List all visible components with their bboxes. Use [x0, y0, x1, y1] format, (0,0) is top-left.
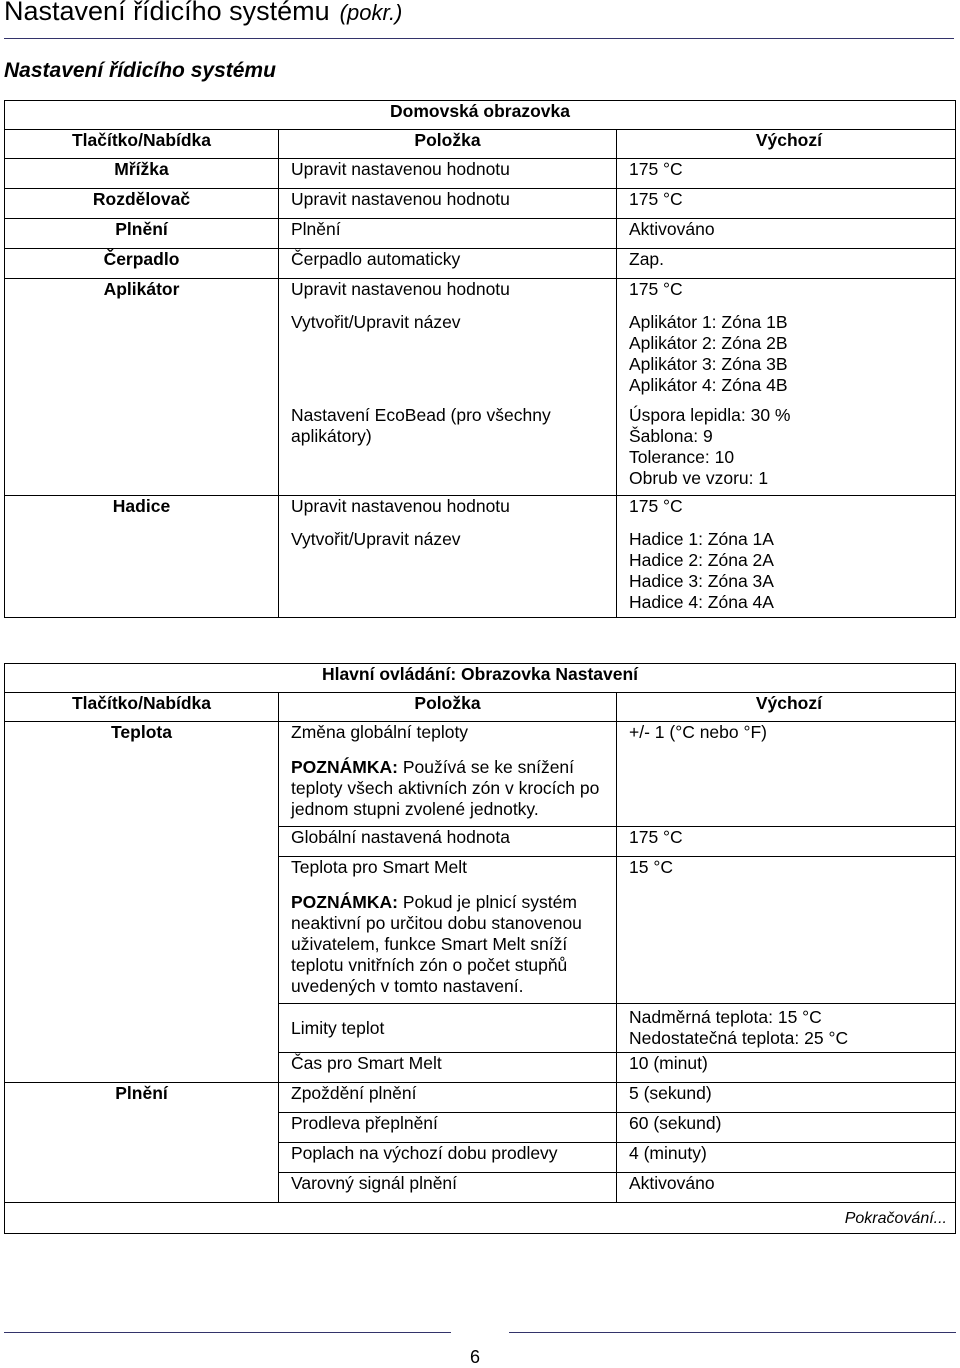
table-row	[5, 279, 956, 309]
table-row	[5, 1053, 956, 1083]
settings-screen-table	[4, 663, 956, 1234]
table-row	[5, 1004, 956, 1053]
page-title	[4, 0, 402, 27]
table2-header-button: Tlačítko/Nabídka	[5, 693, 279, 722]
list-item: Hadice 2: Zóna 2A	[629, 550, 774, 570]
continued-note: Pokračování...	[5, 1203, 956, 1234]
table-row	[5, 496, 956, 526]
row-default: 175 °C	[617, 189, 956, 219]
row-button: Mřížka	[5, 159, 279, 189]
table2-header-item: Položka	[279, 693, 617, 722]
row-item: Globální nastavená hodnota	[279, 827, 617, 857]
table-row	[5, 1083, 956, 1113]
section-title: Nastavení řídicího systému	[4, 59, 276, 82]
list-item: Nedostatečná teplota: 25 °C	[629, 1028, 849, 1048]
table-row	[5, 1113, 956, 1143]
table-row	[5, 886, 956, 1004]
table-row	[5, 525, 956, 618]
row-item: Čerpadlo automaticky	[279, 249, 617, 279]
table-row	[5, 1173, 956, 1203]
row-default-list	[617, 396, 956, 496]
row-default: 10 (minut)	[617, 1053, 956, 1083]
row-button: Hadice	[5, 496, 279, 526]
row-default: 15 °C	[617, 857, 956, 887]
table-row	[5, 1143, 956, 1173]
list-item: Hadice 4: Zóna 4A	[629, 592, 774, 612]
note-label: POZNÁMKA:	[291, 757, 398, 777]
list-item: Tolerance: 10	[629, 447, 735, 467]
table-row	[5, 189, 956, 219]
row-item: Vytvořit/Upravit název	[279, 525, 617, 618]
row-item: Limity teplot	[279, 1004, 617, 1053]
row-default-list	[617, 525, 956, 618]
row-default: 60 (sekund)	[617, 1113, 956, 1143]
row-item: Upravit nastavenou hodnotu	[279, 159, 617, 189]
row-default: 5 (sekund)	[617, 1083, 956, 1113]
list-item: Obrub ve vzoru: 1	[629, 468, 769, 488]
list-item: Hadice 1: Zóna 1A	[629, 529, 774, 549]
header-rule	[4, 38, 954, 39]
row-item: Teplota pro Smart Melt	[279, 857, 617, 887]
table-row	[5, 249, 956, 279]
row-item: Upravit nastavenou hodnotu	[279, 279, 617, 309]
list-item: Aplikátor 3: Zóna 3B	[629, 354, 788, 374]
table-row	[5, 722, 956, 752]
list-item: Šablona: 9	[629, 426, 713, 446]
table-row	[5, 396, 956, 496]
row-default: Aktivováno	[617, 1173, 956, 1203]
row-button: Čerpadlo	[5, 249, 279, 279]
home-screen-table	[4, 100, 956, 618]
row-item: Vytvořit/Upravit název	[279, 308, 617, 396]
list-item: Nadměrná teplota: 15 °C	[629, 1007, 822, 1027]
list-item: Aplikátor 4: Zóna 4B	[629, 375, 788, 395]
row-item: Zpoždění plnění	[279, 1083, 617, 1113]
row-default: Zap.	[617, 249, 956, 279]
footer-rule-left	[4, 1332, 451, 1333]
list-item: Úspora lepidla: 30 %	[629, 405, 791, 425]
row-item: Čas pro Smart Melt	[279, 1053, 617, 1083]
note-label: POZNÁMKA:	[291, 892, 398, 912]
row-item: Upravit nastavenou hodnotu	[279, 496, 617, 526]
note-text: Používá se ke snížení teploty všech aktivních zón v krocích po jednom stupni zvolené jednotky.	[291, 757, 600, 819]
row-item: Prodleva přeplnění	[279, 1113, 617, 1143]
list-item: Aplikátor 2: Zóna 2B	[629, 333, 788, 353]
table-row	[5, 159, 956, 189]
row-item: Plnění	[279, 219, 617, 249]
row-default: 175 °C	[617, 496, 956, 526]
table1-header-button: Tlačítko/Nabídka	[5, 130, 279, 159]
list-item: Aplikátor 1: Zóna 1B	[629, 312, 788, 332]
row-default: 4 (minuty)	[617, 1143, 956, 1173]
table1-caption: Domovská obrazovka	[5, 101, 956, 130]
row-item: Změna globální teploty	[279, 722, 617, 752]
table-row	[5, 857, 956, 887]
table-row	[5, 219, 956, 249]
row-default-list	[617, 1004, 956, 1053]
row-button: Plnění	[5, 219, 279, 249]
table-row	[5, 827, 956, 857]
row-default: 175 °C	[617, 827, 956, 857]
footer-rule-right	[509, 1332, 956, 1333]
row-default: +/- 1 (°C nebo °F)	[617, 722, 956, 752]
row-button: Aplikátor	[5, 279, 279, 309]
row-item: Varovný signál plnění	[279, 1173, 617, 1203]
note	[279, 886, 617, 1004]
table1-header-item: Položka	[279, 130, 617, 159]
row-item: Upravit nastavenou hodnotu	[279, 189, 617, 219]
table2-header-default: Výchozí	[617, 693, 956, 722]
row-item: Nastavení EcoBead (pro všechny aplikátory)	[279, 396, 617, 496]
row-default: 175 °C	[617, 159, 956, 189]
row-default: 175 °C	[617, 279, 956, 309]
row-button: Teplota	[5, 722, 279, 752]
title-text: Nastavení řídicího systému	[4, 0, 330, 26]
row-button: Plnění	[5, 1083, 279, 1113]
row-default: Aktivováno	[617, 219, 956, 249]
row-button: Rozdělovač	[5, 189, 279, 219]
row-item: Poplach na výchozí dobu prodlevy	[279, 1143, 617, 1173]
table2-caption: Hlavní ovládání: Obrazovka Nastavení	[5, 664, 956, 693]
note-text: Pokud je plnicí systém neaktivní po určitou dobu stanovenou uživatelem, funkce Smart Melt sníží teplotu vnitřních zón o počet stupňů uvedených v tomto nastavení.	[291, 892, 582, 996]
row-default-list	[617, 308, 956, 396]
table-row	[5, 308, 956, 396]
page-number: 6	[470, 1347, 481, 1367]
list-item: Hadice 3: Zóna 3A	[629, 571, 774, 591]
table1-header-default: Výchozí	[617, 130, 956, 159]
title-suffix: (pokr.)	[339, 0, 403, 25]
note	[279, 751, 617, 827]
table-row	[5, 751, 956, 827]
